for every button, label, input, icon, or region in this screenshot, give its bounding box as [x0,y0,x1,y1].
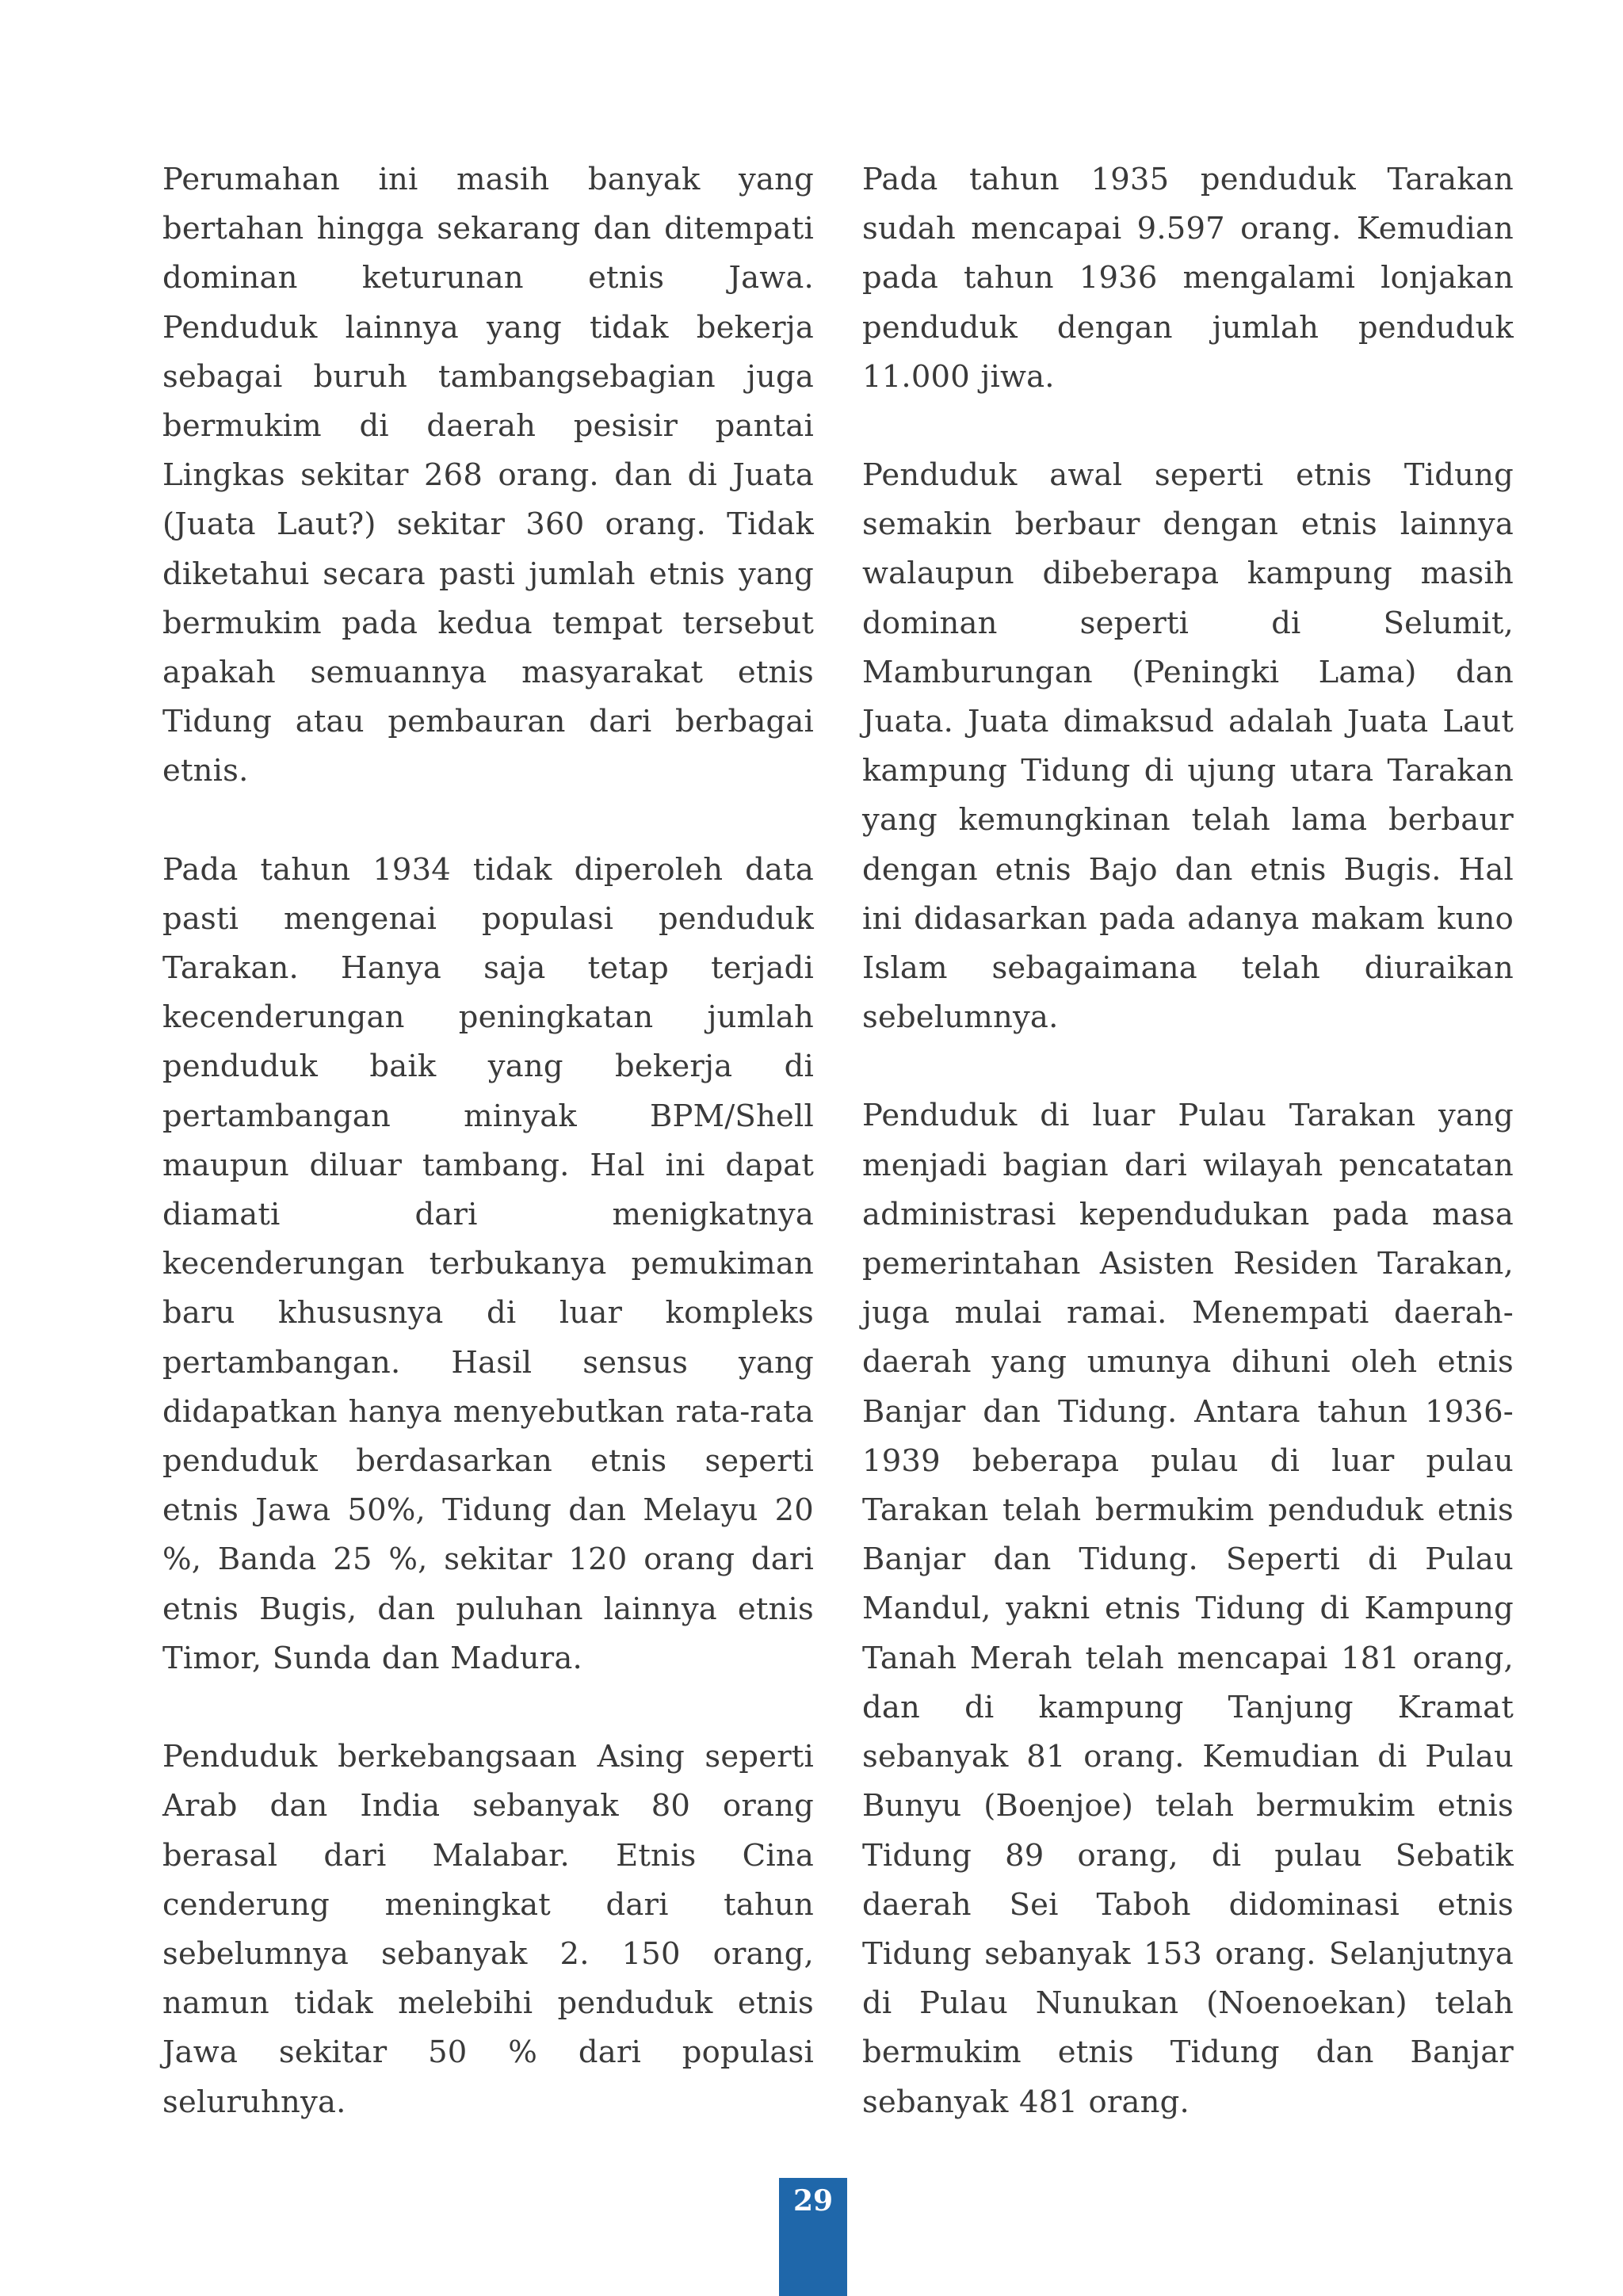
right-column [862,155,1514,2176]
left-column [162,155,814,2176]
paragraph: Pada tahun 1934 tidak diperoleh data pasti mengenai populasi penduduk Tarakan. Hanya saja tetap terjadi kecenderungan peningkatan jumlah penduduk baik yang bekerja di pertambangan minyak BPM/Shell maupun diluar tambang. Hal ini dapat diamati dari menigkatnya kecenderungan terbukanya pemukiman baru khususnya di luar kompleks pertambangan. Hasil sensus yang didapatkan hanya menyebutkan rata-rata penduduk berdasarkan etnis seperti etnis Jawa 50%, Tidung dan Melayu 20 %, Banda 25 %, sekitar 120 orang dari etnis Bugis, dan puluhan lainnya etnis Timor, Sunda dan Madura. [162,851,814,1676]
page-number-tab [779,2178,847,2296]
paragraph: Penduduk di luar Pulau Tarakan yang menjadi bagian dari wilayah pencatatan administrasi kependudukan pada masa pemerintahan Asisten Residen Tarakan, juga mulai ramai. Menempati daerah-daerah yang umunya dihuni oleh etnis Banjar dan Tidung. Antara tahun 1936-1939 beberapa pulau di luar pulau Tarakan telah bermukim penduduk etnis Banjar dan Tidung. Seperti di Pulau Mandul, yakni etnis Tidung di Kampung Tanah Merah telah mencapai 181 orang, dan di kampung Tanjung Kramat sebanyak 81 orang. Kemudian di Pulau Bunyu (Boenjoe) telah bermukim etnis Tidung 89 orang, di pulau Sebatik daerah Sei Taboh didominasi etnis Tidung sebanyak 153 orang. Selanjutnya di Pulau Nunukan (Noenoekan) telah bermukim etnis Tidung dan Banjar sebanyak 481 orang. [862,1098,1514,2120]
paragraph: Perumahan ini masih banyak yang bertahan hingga sekarang dan ditempati dominan keturunan etnis Jawa. Penduduk lainnya yang tidak bekerja sebagai buruh tambangsebagian juga bermukim di daerah pesisir pantai Lingkas sekitar 268 orang. dan di Juata (Juata Laut?) sekitar 360 orang. Tidak diketahui secara pasti jumlah etnis yang bermukim pada kedua tempat tersebut apakah semuannya masyarakat etnis Tidung atau pembauran dari berbagai etnis. [162,162,814,789]
paragraph: Penduduk awal seperti etnis Tidung semakin berbaur dengan etnis lainnya walaupun dibeberapa kampung masih dominan seperti di Selumit, Mamburungan (Peningki Lama) dan Juata. Juata dimaksud adalah Juata Laut kampung Tidung di ujung utara Tarakan yang kemungkinan telah lama berbaur dengan etnis Bajo dan etnis Bugis. Hal ini didasarkan pada adanya makam kuno Islam sebagaimana telah diuraikan sebelumnya. [862,457,1514,1036]
page-number: 29 [792,2184,834,2218]
paragraph: Penduduk berkebangsaan Asing seperti Arab dan India sebanyak 80 orang berasal dari Malabar. Etnis Cina cenderung meningkat dari tahun sebelumnya sebanyak 2. 150 orang, namun tidak melebihi penduduk etnis Jawa sekitar 50 % dari populasi seluruhnya. [162,1739,814,2120]
paragraph: Pada tahun 1935 penduduk Tarakan sudah mencapai 9.597 orang. Kemudian pada tahun 1936 mengalami lonjakan penduduk dengan jumlah penduduk 11.000 jiwa. [862,162,1514,395]
